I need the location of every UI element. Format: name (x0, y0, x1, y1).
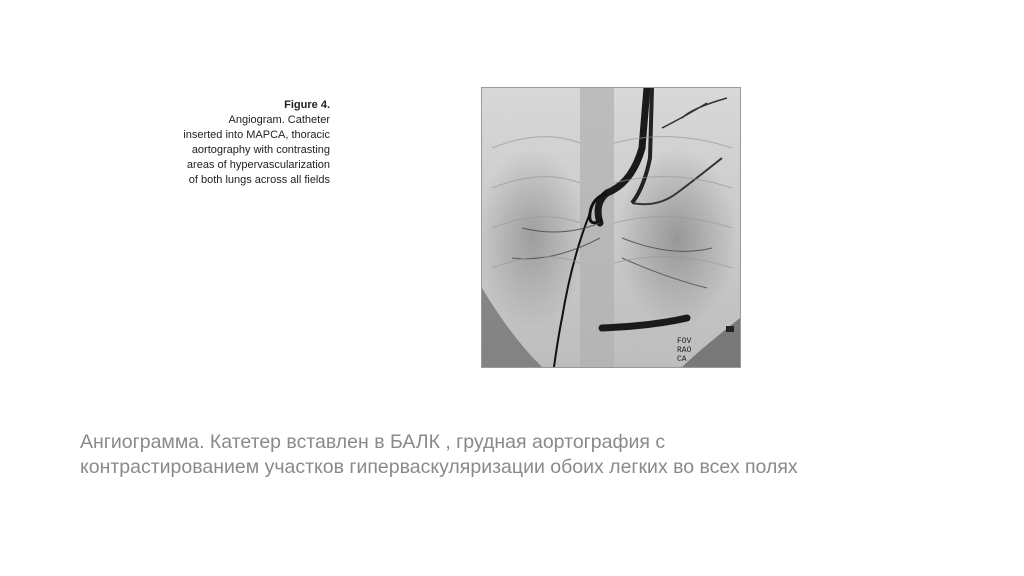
angiogram-svg (482, 88, 740, 367)
left-lung-field (482, 148, 587, 328)
figure-caption-line: Angiogram. Catheter (228, 114, 330, 126)
slide-caption-line: Ангиограмма. Катетер вставлен в БАЛК , грудная аортография с (80, 431, 666, 453)
overlay-marker (726, 326, 734, 332)
figure-caption-line: areas of hypervascularization (186, 159, 330, 171)
overlay-text-rao: RAO (677, 346, 692, 355)
angiogram-image (481, 87, 741, 368)
right-lung-field (617, 148, 737, 328)
overlay-text-ca: CA (677, 355, 687, 364)
slide-caption (80, 430, 980, 480)
figure-caption-line: of both lungs across all fields (188, 174, 330, 186)
slide-caption-line: контрастированием участков гиперваскуляризации обоих легких во всех полях (80, 456, 798, 478)
overlay-text-fov: FOV (677, 337, 692, 346)
figure-caption-line: inserted into MAPCA, thoracic (183, 129, 330, 141)
figure-caption (150, 98, 330, 188)
figure-title: Figure 4. (284, 99, 330, 111)
figure-caption-line: aortography with contrasting (191, 144, 330, 156)
